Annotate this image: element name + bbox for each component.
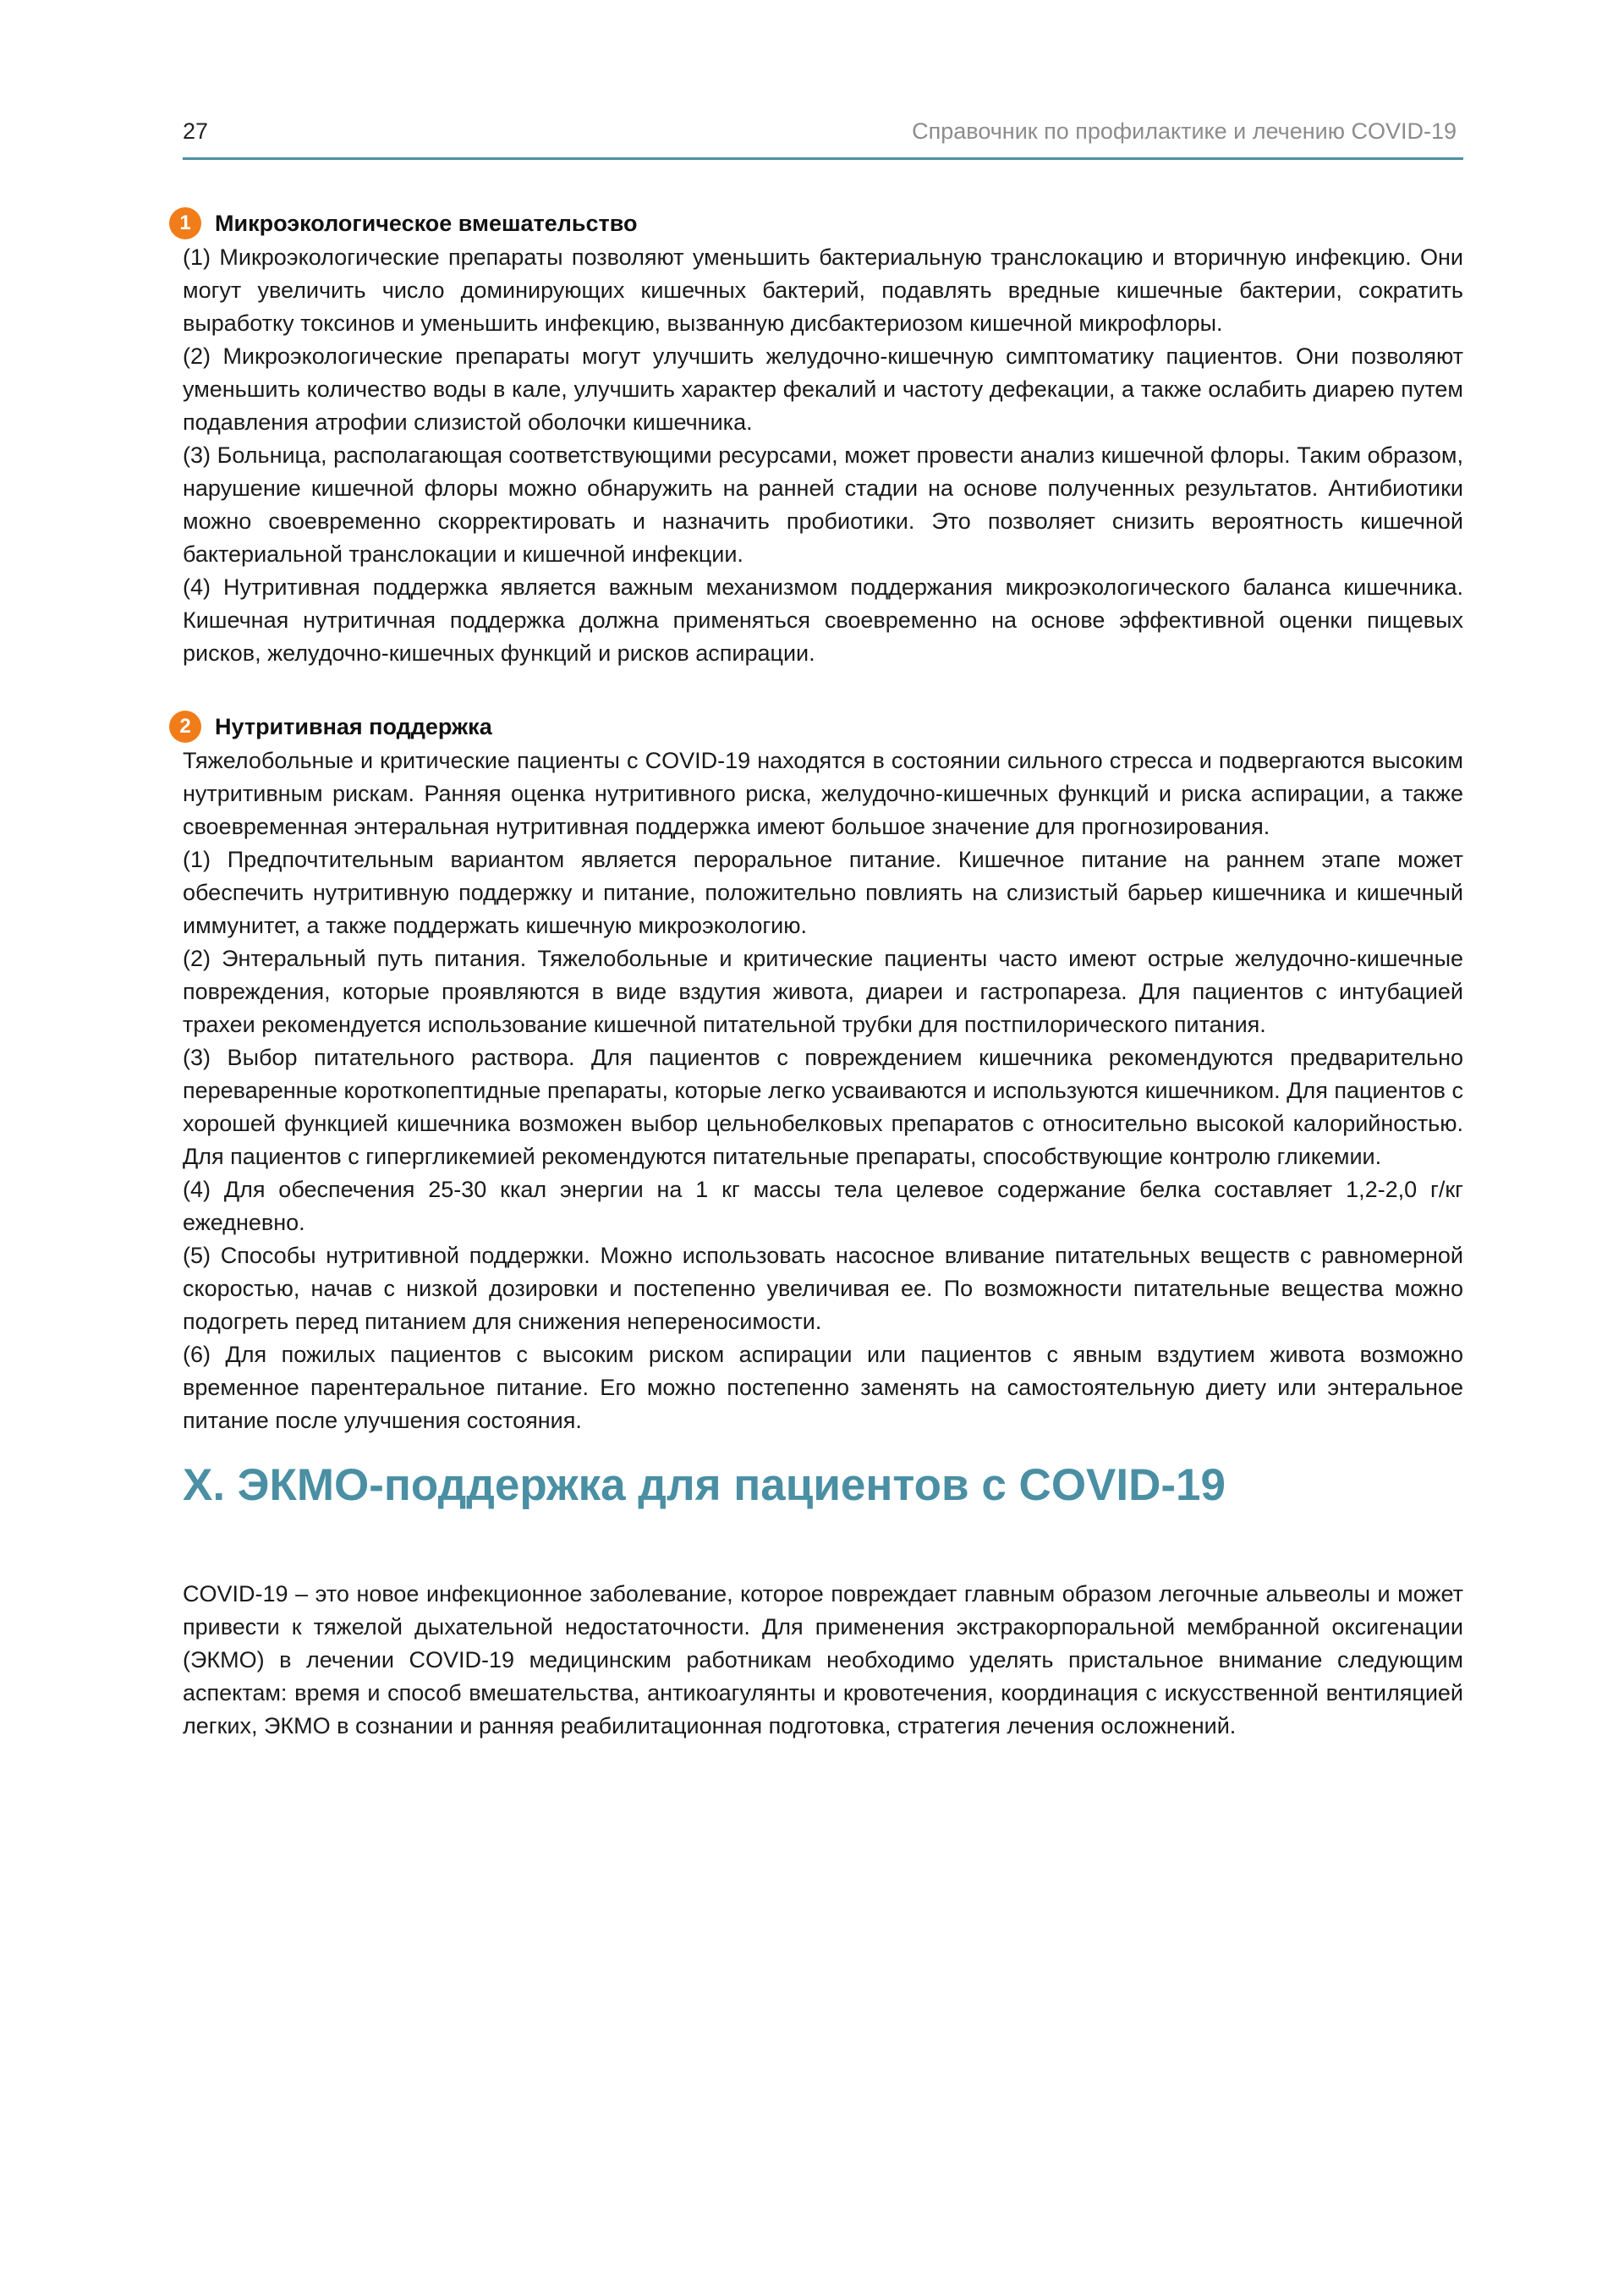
running-title: Справочник по профилактике и лечению COVID-19 xyxy=(912,118,1457,144)
section-heading-microecology xyxy=(179,206,1463,241)
section-title: Микроэкологическое вмешательство xyxy=(215,210,638,236)
paragraph: (1) Микроэкологические препараты позволяют уменьшить бактериальную транслокацию и вторичную инфекцию. Они могут увеличить число доминирующих кишечных бактерий, подавлять вредные кишечные бактерии, сократить выработку токсинов и уменьшить инфекцию, вызванную дисбактериозом кишечной микрофлоры. xyxy=(183,244,1463,336)
page-number: 27 xyxy=(183,118,209,144)
paragraph: (4) Нутритивная поддержка является важным механизмом поддержания микроэкологического баланса кишечника. Кишечная нутритичная поддержка должна применяться своевременно на основе эффективной оценки пищевых рисков, желудочно-кишечных функций и рисков аспирации. xyxy=(183,574,1463,666)
paragraph: (2) Микроэкологические препараты могут улучшить желудочно-кишечную симптоматику пациентов. Они позволяют уменьшить количество воды в кале, улучшить характер фекалий и частоту дефекации, а также ослабить диарею путем подавления атрофии слизистой оболочки кишечника. xyxy=(183,343,1463,435)
paragraph: (6) Для пожилых пациентов с высоким риском аспирации или пациентов с явным вздутием живота возможно временное парентеральное питание. Его можно постепенно заменять на самостоятельную диету или энтеральное питание после улучшения состояния. xyxy=(183,1342,1463,1433)
section-number-badge: 2 xyxy=(169,711,201,743)
section-heading-nutrition xyxy=(179,709,1463,744)
paragraph: (4) Для обеспечения 25-30 ккал энергии на 1 кг массы тела целевое содержание белка составляет 1,2-2,0 г/кг ежедневно. xyxy=(183,1177,1463,1235)
paragraph: (5) Способы нутритивной поддержки. Можно использовать насосное вливание питательных веществ с равномерной скоростью, начав с низкой дозировки и постепенно увеличивая ее. По возможности питательные вещества можно подогреть перед питанием для снижения непереносимости. xyxy=(183,1243,1463,1334)
paragraph: (1) Предпочтительным вариантом является пероральное питание. Кишечное питание на раннем этапе может обеспечить нутритивную поддержку и питание, положительно повлиять на слизистый барьер кишечника и кишечный иммунитет, а также поддержать кишечную микроэкологию. xyxy=(183,847,1463,938)
section-title: Нутритивная поддержка xyxy=(215,713,492,739)
paragraph: COVID-19 – это новое инфекционное заболевание, которое повреждает главным образом легочные альвеолы и может привести к тяжелой дыхательной недостаточности. Для применения экстракорпоральной мембранной оксигенации (ЭКМО) в лечении COVID-19 медицинским работникам необходимо уделять пристальное внимание следующим аспектам: время и способ вмешательства, антикоагулянты и кровотечения, координация с искусственной вентиляцией легких, ЭКМО в сознании и ранняя реабилитационная подготовка, стратегия лечения осложнений. xyxy=(183,1581,1463,1738)
paragraph: (3) Выбор питательного раствора. Для пациентов с повреждением кишечника рекомендуются предварительно переваренные короткопептидные препараты, которые легко усваиваются и используются кишечником. Для пациентов с хорошей функцией кишечника возможен выбор цельнобелковых препаратов с относительно высокой калорийностью. Для пациентов с гипергликемией рекомендуются питательные препараты, способствующие контролю гликемии. xyxy=(183,1045,1463,1169)
chapter-title: X. ЭКМО-поддержка для пациентов с COVID-19 xyxy=(183,1460,1226,1510)
paragraph: Тяжелобольные и критические пациенты с COVID-19 находятся в состоянии сильного стресса и подвергаются высоким нутритивным рискам. Ранняя оценка нутритивного риска, желудочно-кишечных функций и риска аспирации, а также своевременная энтеральная нутритивная поддержка имеют большое значение для прогнозирования. xyxy=(183,748,1463,839)
paragraph: (3) Больница, располагающая соответствующими ресурсами, может провести анализ кишечной флоры. Таким образом, нарушение кишечной флоры можно обнаружить на ранней стадии на основе полученных результатов. Антибиотики можно своевременно скорректировать и назначить пробиотики. Это позволяет снизить вероятность кишечной бактериальной транслокации и кишечной инфекции. xyxy=(183,442,1463,567)
section-number-badge: 1 xyxy=(169,207,201,239)
paragraph: (2) Энтеральный путь питания. Тяжелобольные и критические пациенты часто имеют острые желудочно-кишечные повреждения, которые проявляются в виде вздутия живота, диареи и гастропареза. Для пациентов с интубацией трахеи рекомендуется использование кишечной питательной трубки для постпилорического питания. xyxy=(183,946,1463,1037)
page-header xyxy=(183,118,1463,160)
page-body xyxy=(179,206,1463,1743)
